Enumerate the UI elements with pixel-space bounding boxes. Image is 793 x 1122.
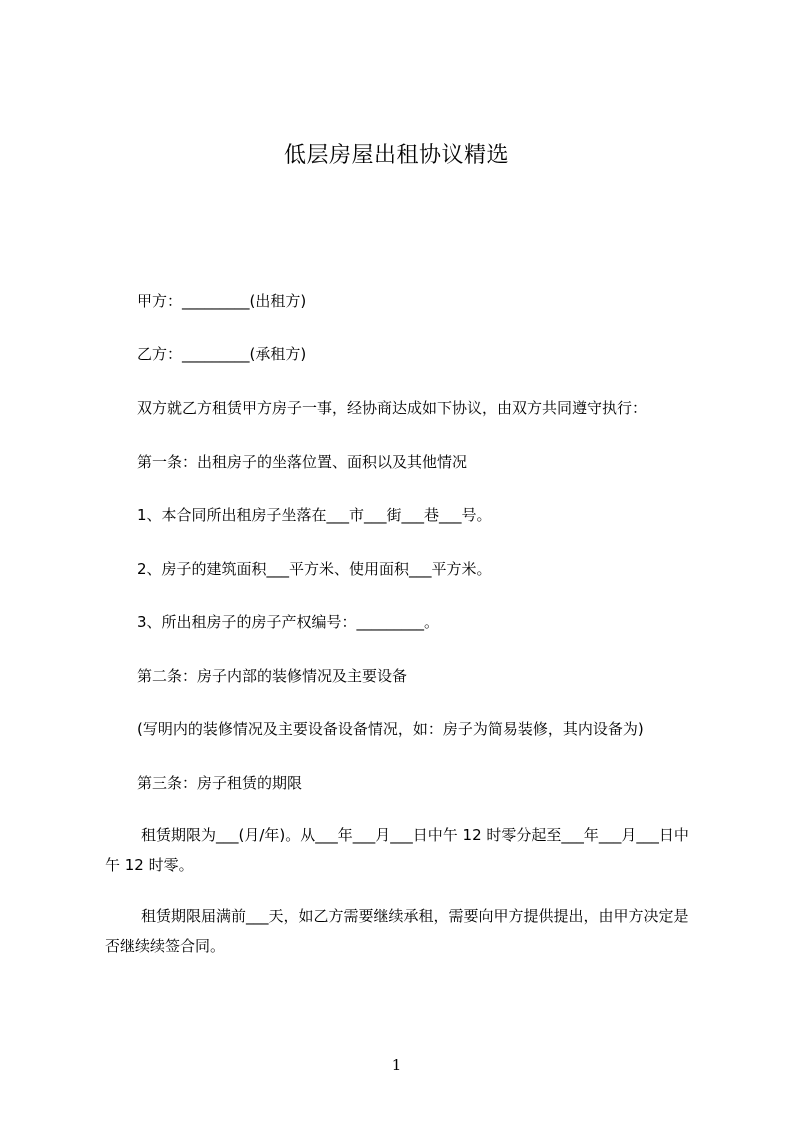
- article-1-item-1: 1、本合同所出租房子坐落在___市___街___巷___号。: [137, 506, 492, 524]
- document-title: 低层房屋出租协议精选: [283, 143, 509, 168]
- lease-term-paragraph: 租赁期限为___(月/年)。从___年___月___日中午 12 时零分起至___年___月___日中午 12 时零。: [105, 826, 689, 874]
- page-number: 1: [391, 1056, 402, 1074]
- party-a-line: 甲方：_________(出租方): [137, 292, 307, 310]
- article-1-heading: 第一条：出租房子的坐落位置、面积以及其他情况: [137, 453, 468, 471]
- article-2-note: (写明内的装修情况及主要设备设备情况，如：房子为简易装修，其内设备为): [137, 720, 644, 738]
- article-3-heading: 第三条：房子租赁的期限: [137, 774, 303, 792]
- lease-renewal-paragraph: 租赁期限届满前___天，如乙方需要继续承租，需要向甲方提供提出，由甲方决定是否继续续签合同。: [105, 907, 689, 955]
- article-2-heading: 第二条：房子内部的装修情况及主要设备: [137, 667, 408, 685]
- party-b-line: 乙方：_________(承租方): [137, 345, 307, 363]
- agreement-intro: 双方就乙方租赁甲方房子一事，经协商达成如下协议，由双方共同遵守执行：: [137, 399, 648, 417]
- article-1-item-3: 3、所出租房子的房子产权编号：_________。: [137, 613, 440, 631]
- article-1-item-2: 2、房子的建筑面积___平方米、使用面积___平方米。: [137, 560, 492, 578]
